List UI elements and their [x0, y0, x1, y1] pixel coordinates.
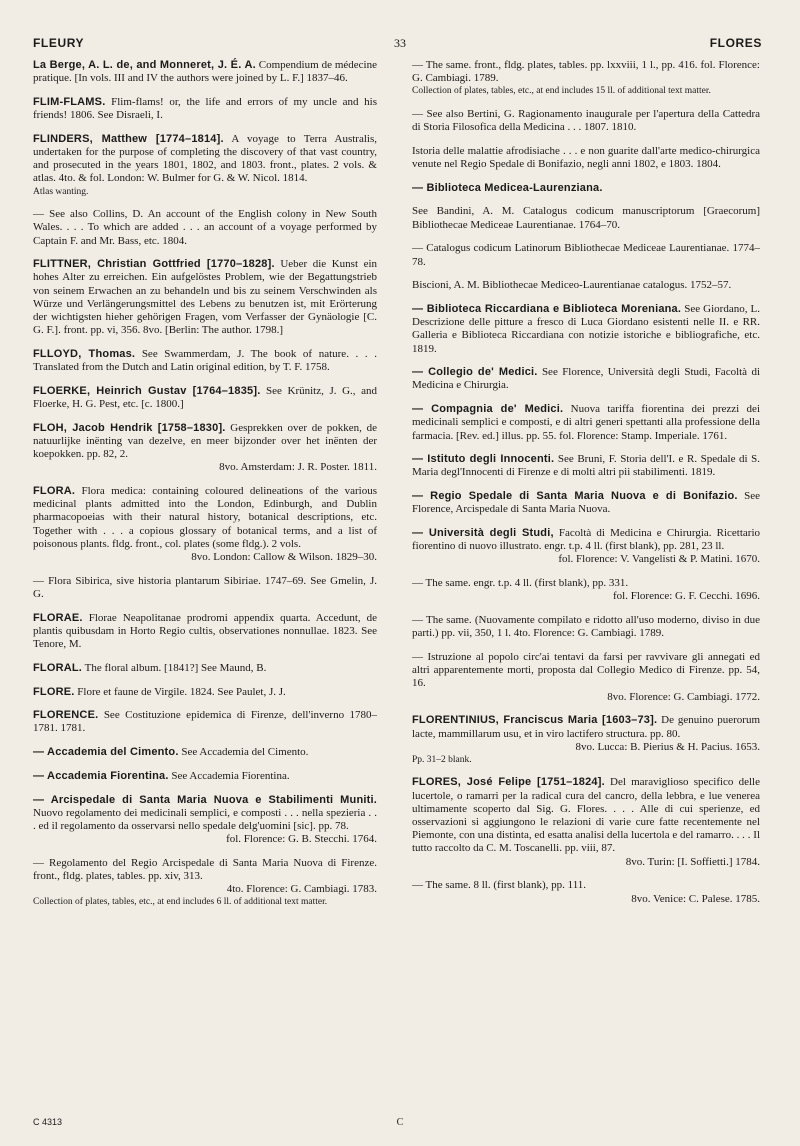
bibliography-entry	[412, 614, 760, 640]
left-column	[33, 59, 377, 919]
entry-text: A voyage to Terra Australis, undertaken for the purpose of completing the discovery of that vast country, and prosecuted in the years 1801, 1802, and 1803. front., plates. 2 vols. & atlas. 4to. & fol. London: W. Bulmer for G. & W. Nicol. 1814.	[33, 132, 377, 185]
bibliography-entry	[412, 366, 760, 392]
bibliography-entry	[412, 490, 760, 516]
bibliography-entry	[33, 208, 377, 248]
entry-heading: FLORENCE.	[33, 709, 99, 722]
entry-text: — The same. (Nuovamente compilato e ridotto all'uso moderno, diviso in due parti.) pp. vii, 350, 1 l. 4to. Florence: G. Cambiagi. 1789.	[412, 614, 760, 640]
entry-heading: FLORES, José Felipe [1751–1824].	[412, 776, 605, 789]
entry-text: Istoria delle malattie afrodisiache . . . e non guarite dall'arte medico-chirurgica venute nel Regio Spedale di Bonifazio, negli anni 1802, e 1803. 1804.	[412, 144, 760, 171]
bibliography-entry	[33, 96, 377, 122]
entry-heading: — Accademia del Cimento.	[33, 746, 179, 759]
entry-text: See Accademia Fiorentina.	[171, 769, 290, 782]
bibliography-entry	[412, 776, 760, 868]
entry-text: De genuino puerorum lacte, mammillarum usu, et in viro lactifero structura. pp. 80.	[412, 714, 760, 740]
running-head-right: FLORES	[709, 36, 762, 50]
entry-heading: FLITTNER, Christian Gottfried [1770–1828].	[33, 258, 275, 271]
bibliography-entry	[412, 108, 760, 134]
entry-imprint: 8vo. Lucca: B. Pierius & H. Pacius. 1653.	[575, 740, 760, 753]
entry-heading: — Collegio de' Medici.	[412, 366, 538, 379]
entry-heading: — Università degli Studi,	[412, 527, 554, 540]
entry-heading: FLLOYD, Thomas.	[33, 347, 136, 360]
bibliography-entry	[412, 182, 760, 195]
entry-text: See Florence, Arcispedale di Santa Maria Nuova.	[412, 490, 760, 516]
entry-text: — Regolamento del Regio Arcispedale di Santa Maria Nuova di Firenze. front., fldg. plates, tables. pp. xiv, 313.	[33, 856, 377, 883]
entry-text: See Bandini, A. M. Catalogus codicum manuscriptorum [Graecorum] Bibliothecae Mediceae Laurentianae. 1764–70.	[412, 205, 760, 231]
bibliography-entry	[33, 794, 377, 847]
entry-text: Facoltà di Medicina e Chirurgia. Ricettario fiorentino di nuovo illustrato. engr. t.p. 4 ll. (first blank), pp. 281, 23 ll.	[412, 527, 761, 553]
bibliography-entry	[33, 857, 377, 909]
entry-text: Florae Neapolitanae prodromi appendix quarta. Accedunt, de plantis quibusdam in Horto Regio cultis, observationes nonnullae. 1823. See Tenore, M.	[33, 611, 378, 651]
entry-heading: FLORE.	[33, 685, 75, 698]
entry-text: — Istruzione al popolo circ'ai tentavi da farsi per ravvivare gli annegati ed altri apparentemente morti, proposta dal Collegio Medico di Firenze. pp. 54, 16.	[412, 651, 760, 690]
entry-heading: La Berge, A. L. de, and Monneret, J. É. A.	[33, 59, 256, 71]
bibliography-entry	[33, 686, 377, 699]
entry-heading: — Arcispedale di Santa Maria Nuova e Stabilimenti Muniti.	[33, 793, 377, 806]
footer-code: C 4313	[33, 1117, 63, 1127]
entry-heading: FLORENTINIUS, Franciscus Maria [1603–73].	[412, 714, 658, 727]
entry-text: See Krünitz, J. G., and Floerke, H. G. Pest, etc. [c. 1800.]	[33, 384, 377, 411]
bibliography-entry	[412, 714, 760, 766]
bibliography-entry	[33, 709, 377, 735]
bibliography-entry	[33, 770, 377, 783]
entry-text: The floral album. [1841?] See Maund, B.	[84, 661, 267, 674]
entry-note: Collection of plates, tables, etc., at end includes 6 ll. of additional text matter.	[33, 897, 328, 908]
entry-text: — The same. engr. t.p. 4 ll. (first blank), pp. 331.	[412, 577, 629, 590]
entry-text: See Costituzione epidemica di Firenze, dell'inverno 1780–1781. 1781.	[33, 709, 378, 735]
entry-heading: — Istituto degli Innocenti.	[412, 453, 555, 466]
entry-heading: FLIM-FLAMS.	[33, 95, 106, 108]
entry-text: Flore et faune de Virgile. 1824. See Paulet, J. J.	[77, 685, 286, 698]
entry-imprint: 8vo. Venice: C. Palese. 1785.	[631, 892, 760, 905]
entry-text: — Flora Sibirica, sive historia plantarum Sibiriae. 1747–69. See Gmelin, J. G.	[33, 574, 377, 600]
entry-text: Nuovo regolamento dei medicinali semplici, e composti . . . nella spezieria . . . ed il regolamento da osservarsi nello spedale delg'uomini [sic]. pp. 78.	[33, 806, 377, 832]
bibliography-entry	[412, 453, 760, 479]
page-number: 33	[394, 36, 406, 50]
entry-imprint: 8vo. Florence: G. Cambiagi. 1772.	[607, 690, 760, 703]
bibliography-entry	[33, 422, 377, 475]
entry-heading: FLORAL.	[33, 661, 83, 674]
bibliography-entry	[412, 59, 760, 97]
entry-heading: FLORA.	[33, 485, 76, 498]
signature-mark: C	[396, 1117, 404, 1128]
bibliography-entry	[412, 527, 760, 567]
entry-imprint: fol. Florence: V. Vangelisti & P. Matini. 1670.	[558, 553, 760, 566]
entry-text: See Accademia del Cimento.	[181, 746, 309, 759]
entry-text: — See also Collins, D. An account of the English colony in New South Wales. . . . To which are added . . . an account of a voyage performed by Captain F. and Mr. Bass, etc. 1804.	[33, 208, 377, 247]
page-header	[0, 36, 800, 52]
entry-text: Gesprekken over de pokken, de natuurlijke inënting van dezelve, en meer bijzonder over het inënten der koepokken. pp. 82, 2.	[33, 421, 377, 461]
entry-heading: FLORAE.	[33, 611, 83, 624]
bibliography-entry	[33, 575, 377, 601]
entry-heading: FLOH, Jacob Hendrik [1758–1830].	[33, 421, 226, 434]
entry-heading: — Biblioteca Riccardiana e Biblioteca Moreniana.	[412, 302, 682, 315]
entry-text: Compendium de médecine pratique. [In vols. III and IV the authors were joined by L. F.] 1837–46.	[33, 59, 377, 85]
entry-text: — The same. front., fldg. plates, tables. pp. lxxviii, 1 l., pp. 416. fol. Florence: G. Cambiagi. 1789.	[412, 59, 760, 85]
bibliography-entry	[412, 205, 760, 231]
entry-note: Collection of plates, tables, etc., at end includes 15 ll. of additional text matter.	[412, 86, 711, 97]
entry-heading: FLOERKE, Heinrich Gustav [1764–1835].	[33, 384, 261, 397]
bibliography-entry	[412, 145, 760, 171]
bibliography-entry	[33, 612, 377, 652]
running-head-left: FLEURY	[33, 36, 85, 50]
entry-text: See Giordano, L. Descrizione delle pitture a fresco di Luca Giordano esistenti nelle II. e RR. Galleria e Biblioteca Riccardiana con notizie istoriche e bibliografiche, etc. 1819.	[412, 302, 760, 355]
entry-text: Ueber die Kunst ein hohes Alter zu erreichen. Ein aufgelöstes Problem, wie der Begattungstrieb von seinem Erwachen an zu behandeln und bis zu seinem Verschwinden als Würze und Verlängerungsmittel des Lebens zu benutzen ist, mit Erörterung der wichtigsten hieher gehörigen Fragen, vom Verfasser der Gynäologie [C. G. F.]. front. pp. vi, 356. 8vo. [Berlin: The author. 1798.]	[33, 258, 378, 337]
page-footer	[0, 1117, 800, 1129]
entry-note: Atlas wanting.	[33, 186, 89, 197]
bibliography-entry	[412, 279, 760, 292]
entry-text: See Bruni, F. Storia dell'I. e R. Spedale di S. Maria degl'Innocenti di Firenze e di molti altri pii stabilimenti. 1819.	[412, 453, 761, 479]
bibliography-entry	[412, 403, 760, 443]
entry-text: — See also Bertini, G. Ragionamento inaugurale per l'apertura della Cattedra di Storia Filosofica della Medicina . . . 1807. 1810.	[412, 107, 760, 134]
bibliography-entry	[33, 485, 377, 564]
entry-text: Flim-flams! or, the life and errors of my uncle and his friends! 1806. See Disraeli, I.	[33, 95, 378, 122]
entry-text: Biscioni, A. M. Bibliothecae Mediceo-Laurentianae catalogus. 1752–57.	[412, 279, 732, 292]
entry-text: See Florence, Università degli Studi, Facoltà di Medicina e Chirurgia.	[412, 366, 760, 392]
entry-imprint: 8vo. London: Callow & Wilson. 1829–30.	[191, 551, 377, 564]
entry-imprint: 4to. Florence: G. Cambiagi. 1783.	[226, 883, 377, 896]
bibliography-entry	[412, 303, 760, 356]
entry-heading: — Accademia Fiorentina.	[33, 769, 169, 782]
entry-heading: FLINDERS, Matthew [1774–1814].	[33, 132, 224, 145]
bibliography-entry	[412, 577, 760, 603]
entry-imprint: fol. Florence: G. B. Stecchi. 1764.	[226, 833, 377, 846]
bibliography-entry	[33, 348, 377, 374]
entry-text: Nuova tariffa fiorentina dei prezzi dei medicinali semplici e composti, e di altri generi spettanti alla professione della farmacia. [Rev. ed.] illus. pp. 55. fol. Florence: Stamp. Imperiale. 1761.	[412, 403, 760, 442]
bibliography-entry	[412, 879, 760, 905]
entry-imprint: fol. Florence: G. F. Cecchi. 1696.	[613, 590, 760, 603]
entry-heading: — Compagnia de' Medici.	[412, 403, 564, 416]
bibliography-entry	[33, 133, 377, 198]
entry-imprint: 8vo. Amsterdam: J. R. Poster. 1811.	[219, 461, 377, 474]
entry-text: — The same. 8 ll. (first blank), pp. 111.	[412, 879, 587, 892]
entry-imprint: 8vo. Turin: [I. Soffietti.] 1784.	[625, 855, 760, 868]
bibliography-entry	[33, 59, 377, 85]
right-column	[412, 59, 760, 916]
bibliography-entry	[412, 242, 760, 268]
entry-note: Pp. 31–2 blank.	[412, 754, 472, 765]
bibliography-entry	[33, 258, 377, 337]
bibliography-entry	[412, 651, 760, 704]
entry-text: — Catalogus codicum Latinorum Bibliothecae Mediceae Laurentianae. 1774–78.	[412, 242, 760, 268]
entry-text: Flora medica: containing coloured delineations of the various medicinal plants admitted into the London, Edinburgh, and Dublin pharmacopoeias with their natural history, botanical descriptions, etc. Together with . . . a copious glossary of botanical terms, and a list of poisonous plants. fldg. front., col. plates (some fldg.). 2 vols.	[33, 485, 378, 550]
bibliography-entry	[33, 746, 377, 759]
entry-heading: — Biblioteca Medicea-Laurenziana.	[412, 181, 603, 194]
entry-text: See Swammerdam, J. The book of nature. . . . Translated from the Dutch and Latin original edition, by T. F. 1758.	[33, 347, 377, 374]
entry-text: Del maraviglioso specifico delle lucertole, o ramarri per la radical cura del cancro, della lebbra, e lue venerea ultimamente scoperto dal Sig. G. Flores. . . . Alle di cui sperienze, ed osservazioni si aggiungono le relazioni di varie cure fatte recentemente nel Piemonte, con una distinta, ed esatta analisi della lucertola e del ramarro. . . . Il tutto raccolto da C. M. Toscanelli. pp. viii, 87.	[412, 776, 760, 855]
bibliography-entry	[33, 385, 377, 411]
entry-heading: — Regio Spedale di Santa Maria Nuova e di Bonifazio.	[412, 490, 738, 503]
bibliography-entry	[33, 662, 377, 675]
